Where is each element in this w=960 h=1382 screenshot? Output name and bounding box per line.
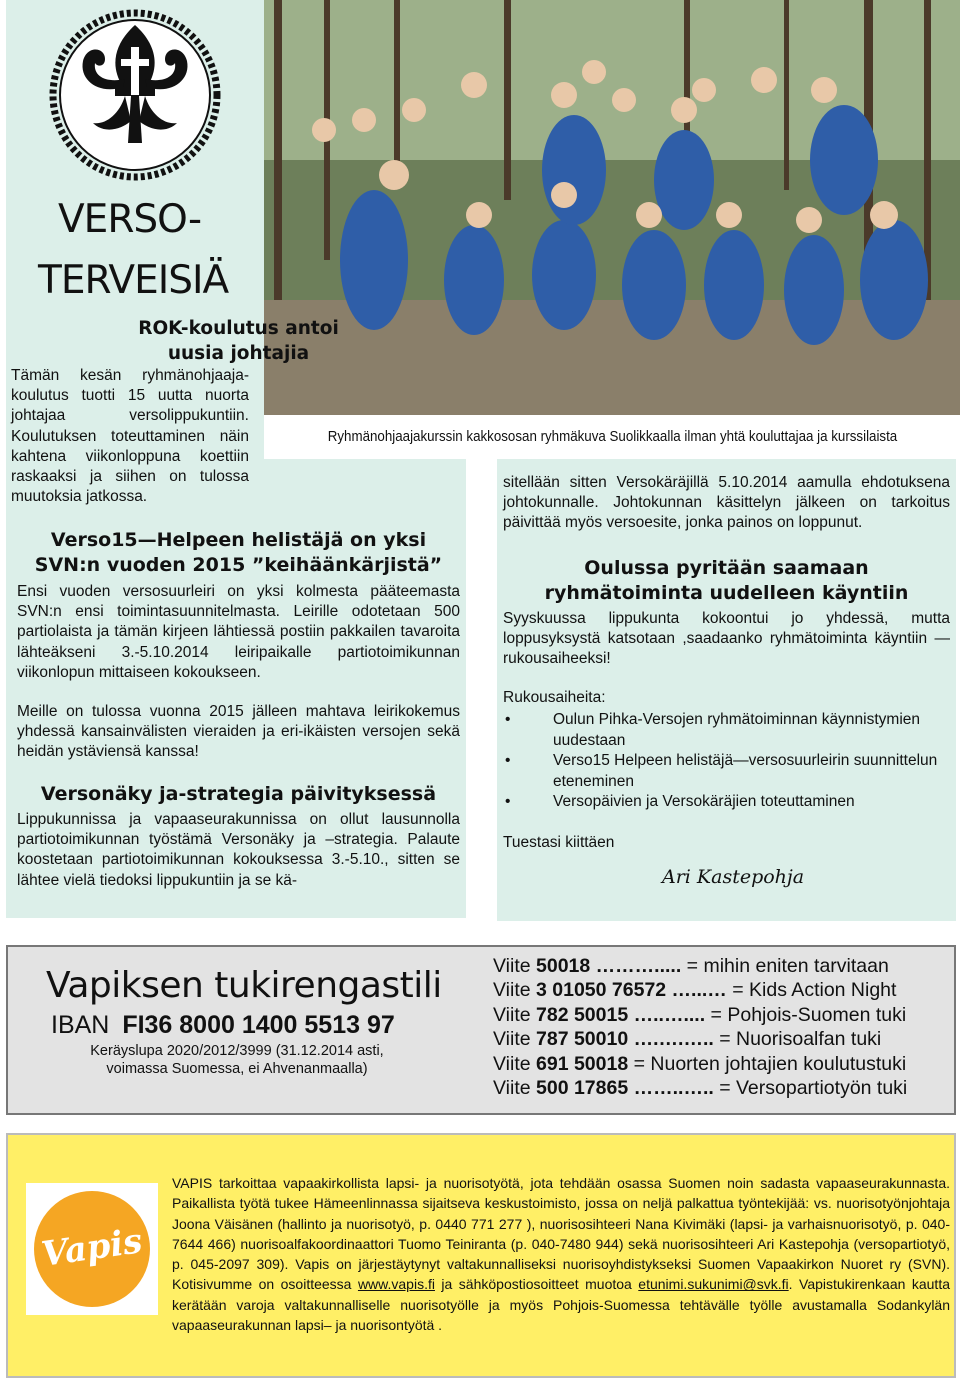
reference-row [493, 978, 907, 1002]
photo-caption [264, 415, 960, 459]
vapis-logo-icon [30, 1187, 154, 1311]
reference-code: 787 50010 [536, 1028, 629, 1051]
vapis-website-link[interactable]: www.vapis.fi [357, 1276, 435, 1293]
vapis-text-main: VAPIS tarkoittaa vapaakirkollista lapsi- ja nuorisotyötä, jota tehdään osassa Suomen noin sadasta vapaaseurakunnasta. Paikallista työtä tukee Hämeenlinnassa sijaitseva keskustoimisto, jossa on neljä palkattua työntekijää: vs. nuorisotyönjohtaja Joona Väisänen (hallinto ja nuorisotyö, p. 0440 771 277 ), nuorisosihteeri Nana Kivimäki (lapsi- ja varhaisnuorisotyö, p. 040-7644 466) nuorisoalfakoordinaattori Tuomo Teiniranta (p. 040-7480 944) sekä nuorisosihteeri Ari Kastepohja (versopartiotyö, p. 045-2097 309). Vapis on järjestäytynyt valtakunnalliseksi nuorisoyhdistykseksi Suomen Vapaakirkon Nuoret ry (SVN). Kotisivumme on osoitteessa [172, 1175, 950, 1293]
strategy-heading: Versonäky ja-strategia päivityksessä [40, 783, 437, 805]
vapis-box [6, 1133, 956, 1378]
rok-heading-line-2: uusia johtajia [167, 343, 310, 364]
reference-dots: ………..... [590, 955, 682, 977]
verso15-text-2: Meille on tulossa vuonna 2015 jälleen mahtava leirikokemus yhdessä kansainvälisten vieraiden ja eri-ikäisten versojen sekä heidän ystäviensä kanssa! [17, 703, 460, 761]
oulu-heading-line-2: ryhmätoiminta uudelleen käyntiin [544, 581, 909, 604]
reference-dots: …..….... [628, 1003, 706, 1026]
reference-target: = Nuorten johtajien koulutustuki [628, 1052, 907, 1075]
reference-code: 782 50015 [536, 1003, 629, 1026]
vapis-logo-text: Vapis [39, 1221, 145, 1275]
rok-text: Tämän kesän ryhmänohjaaja-koulutus tuotti 15 uutta nuorta johtajaa versolippukuntiin. Koulutuksen toteuttaminen näin kahtena viikonloppuna koettiin raskaaksi ja siihen on tulossa muutoksia jatkossa. [11, 367, 249, 506]
reference-dots: …...… [666, 979, 727, 1002]
reference-target: = Kids Action Night [726, 979, 897, 1002]
reference-label: Viite [493, 979, 536, 1002]
strategy-continued-text: sitellään sitten Versokäräjillä 5.10.2014 aamulla ehdotuksena johtokunnalle. Johtokunnan käsittelyn jälkeen on tarkoitus päivittää myös versoesite, jonka painos on loppunut. [503, 474, 950, 532]
permit-line-2: voimassa Suomessa, ei Ahvenanmaalla) [106, 1061, 368, 1077]
donation-title: Vapiksen tukirengastili [46, 965, 442, 1006]
strategy-text: Lippukunnissa ja vapaaseurakunnissa on ollut lausunnolla partiotoimikunnan työstämä Versonäky ja –strategia. Palaute koostetaan partiotoimikunnan kokouksessa 3.-5.10., sitten se lähtee vielä tiedoksi lippukuntiin ja se kä- [17, 811, 460, 889]
iban-line [51, 1011, 395, 1040]
reference-row [493, 954, 907, 978]
reference-row [493, 1076, 907, 1100]
reference-target: = Pohjois-Suomen tuki [705, 1003, 907, 1026]
vapis-text-between: ja sähköpostiosoitteet muotoa [434, 1276, 639, 1293]
reference-label: Viite [493, 955, 536, 977]
article-rok [6, 316, 466, 366]
rok-body [11, 366, 249, 507]
reference-label: Viite [493, 1052, 536, 1075]
signature: Ari Kastepohja [662, 866, 805, 888]
photo-caption-text: Ryhmänohjaajakurssin kakkososan ryhmäkuva Suolikkaalla ilman yhtä kouluttajaa ja kurssilaista [327, 429, 897, 445]
prayer-item: • Verso15 Helpeen helistäjä—versosuurleirin suunnittelun eteneminen [503, 751, 950, 792]
vapis-logo [26, 1183, 158, 1315]
permit-text [48, 1042, 426, 1078]
reference-code: 691 50018 [536, 1052, 629, 1075]
reference-target: = mihin eniten tarvitaan [681, 955, 889, 977]
vapis-text-end: . Vapistukirenkaan kautta kerätään varoja valtakunnalliselle nuorisotyölle ja myös Pohjois-Suomessa tehtävälle työlle avustamalla Sodankylän vapaaseurakunnan lapsi– ja nuorisontyötä . [172, 1276, 950, 1334]
verso15-heading-line-2: SVN:n vuoden 2015 ”keihäänkärjistä” [34, 554, 443, 576]
oulu-heading-line-1: Oulussa pyritään saamaan [584, 556, 869, 579]
reference-dots: ……..….. [628, 1077, 714, 1100]
iban-number: FI36 8000 1400 5513 97 [122, 1011, 395, 1039]
reference-row [493, 1027, 907, 1051]
permit-line-1: Keräyslupa 2020/2012/3999 (31.12.2014 asti, [90, 1043, 384, 1059]
reference-label: Viite [493, 1028, 536, 1051]
rok-heading-line-1: ROK-koulutus antoi [138, 318, 339, 339]
reference-dots: ….….….. [628, 1028, 714, 1051]
reference-list [493, 954, 907, 1100]
article-strategy [6, 782, 466, 891]
prayer-item: • Oulun Pihka-Versojen ryhmätoiminnan käynnistymien uudestaan [503, 710, 950, 751]
reference-code: 500 17865 [536, 1077, 629, 1100]
masthead-line-1: VERSO- [58, 197, 202, 242]
reference-code: 50018 [536, 955, 591, 977]
reference-label: Viite [493, 1003, 536, 1026]
vapis-text [172, 1173, 950, 1335]
prayer-list [503, 710, 950, 813]
verso15-text-1: Ensi vuoden versosuurleiri on yksi kolmesta pääteemasta SVN:n ensi toimintasuunnitelmasta. Leirille odotetaan 500 partiolaista ja tämän kirjeen lähtiessä postiin pakkailen tavaroita lähteäkseni 3.-5.10.2014 leiripaikalle partiotoimikunnan viikonlopun mittaiseen kokoukseen. [17, 583, 460, 681]
article-verso15 [6, 528, 466, 763]
reference-row [493, 1003, 907, 1027]
masthead-line-2: TERVEISIÄ [38, 258, 229, 303]
reference-target: = Nuorisoalfan tuki [713, 1028, 882, 1051]
donation-box [6, 945, 956, 1115]
oulu-text: Syyskuussa lippukunta kokoontui jo yhdessä, mutta loppusyksystä katsotaan ,saadaanko ryhmätoiminta käyntiin — rukousaiheeksi! [503, 609, 950, 668]
prayer-item: • Versopäivien ja Versokäräjien toteuttaminen [503, 792, 950, 813]
vapis-email-link[interactable]: etunimi.sukunimi@svk.fi [638, 1276, 789, 1293]
verso-logo [6, 0, 264, 195]
prayer-title: Rukousaiheita: [503, 689, 606, 707]
closing-text: Tuestasi kiittäen [503, 833, 615, 851]
reference-label: Viite [493, 1077, 536, 1100]
verso15-heading-line-1: Verso15—Helpeen helistäjä on yksi [50, 529, 427, 551]
reference-target: = Versopartiotyön tuki [713, 1077, 908, 1100]
reference-row [493, 1052, 907, 1076]
reference-code: 3 01050 76572 [536, 979, 667, 1002]
iban-label: IBAN [51, 1011, 110, 1039]
fleur-de-lis-cross-icon [45, 3, 225, 193]
right-column [497, 473, 956, 853]
